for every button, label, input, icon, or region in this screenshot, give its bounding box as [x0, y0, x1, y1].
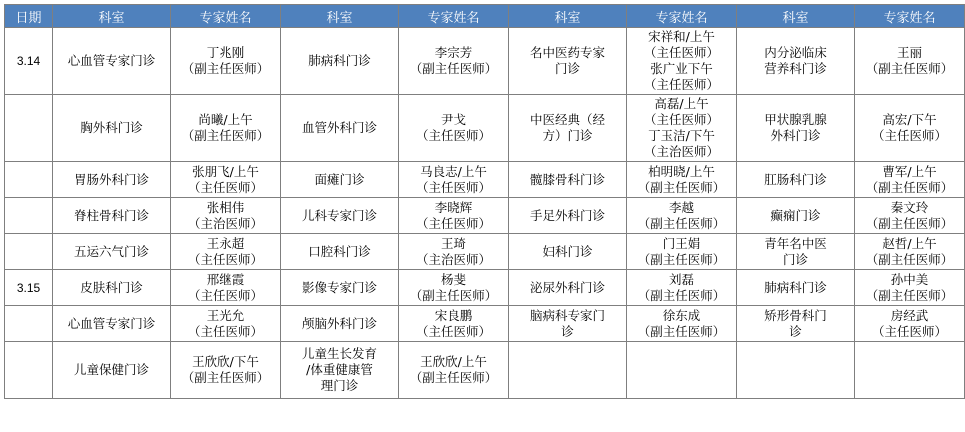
header-dept: 科室 [737, 5, 855, 28]
department-cell: 肛肠科门诊 [737, 162, 855, 198]
expert-cell: 曹军/上午 （副主任医师） [855, 162, 965, 198]
department-cell: 名中医药专家 门诊 [509, 28, 627, 95]
header-dept: 科室 [53, 5, 171, 28]
expert-cell: 宋良鹏 （主任医师） [399, 306, 509, 342]
expert-cell [855, 342, 965, 399]
expert-cell: 门王娟 （副主任医师） [627, 234, 737, 270]
department-cell: 脑病科专家门 诊 [509, 306, 627, 342]
department-cell: 脊柱骨科门诊 [53, 198, 171, 234]
date-cell [5, 306, 53, 342]
department-cell: 肺病科门诊 [281, 28, 399, 95]
department-cell: 髋膝骨科门诊 [509, 162, 627, 198]
department-cell: 心血管专家门诊 [53, 28, 171, 95]
header-dept: 科室 [509, 5, 627, 28]
header-row [5, 5, 965, 28]
table-row [5, 95, 965, 162]
date-cell [5, 95, 53, 162]
department-cell: 面瘫门诊 [281, 162, 399, 198]
expert-cell: 王琦 （主治医师） [399, 234, 509, 270]
expert-cell: 李越 （副主任医师） [627, 198, 737, 234]
table-body [5, 28, 965, 399]
department-cell: 胸外科门诊 [53, 95, 171, 162]
department-cell: 肺病科门诊 [737, 270, 855, 306]
department-cell: 癫痫门诊 [737, 198, 855, 234]
expert-cell: 王丽 （副主任医师） [855, 28, 965, 95]
department-cell [509, 342, 627, 399]
department-cell: 胃肠外科门诊 [53, 162, 171, 198]
department-cell: 影像专家门诊 [281, 270, 399, 306]
department-cell: 口腔科门诊 [281, 234, 399, 270]
expert-cell: 李晓辉 （主任医师） [399, 198, 509, 234]
department-cell: 心血管专家门诊 [53, 306, 171, 342]
table-row [5, 234, 965, 270]
expert-cell: 宋祥和/上午 （主任医师） 张广业下午 （主任医师） [627, 28, 737, 95]
expert-cell: 孙中美 （副主任医师） [855, 270, 965, 306]
expert-cell: 王光允 （主任医师） [171, 306, 281, 342]
expert-cell: 房经武 （主任医师） [855, 306, 965, 342]
schedule-table [4, 4, 965, 399]
table-row [5, 198, 965, 234]
header-expert: 专家姓名 [399, 5, 509, 28]
table-row [5, 342, 965, 399]
table-row [5, 306, 965, 342]
expert-cell: 徐东成 （副主任医师） [627, 306, 737, 342]
department-cell: 皮肤科门诊 [53, 270, 171, 306]
department-cell: 甲状腺乳腺 外科门诊 [737, 95, 855, 162]
expert-cell: 秦文玲 （副主任医师） [855, 198, 965, 234]
department-cell: 儿童保健门诊 [53, 342, 171, 399]
department-cell [737, 342, 855, 399]
expert-cell: 刘磊 （副主任医师） [627, 270, 737, 306]
department-cell: 颅脑外科门诊 [281, 306, 399, 342]
expert-cell: 马良志/上午 （主任医师） [399, 162, 509, 198]
expert-cell: 邢继霞 （主任医师） [171, 270, 281, 306]
expert-cell: 王永超 （主任医师） [171, 234, 281, 270]
table-row [5, 28, 965, 95]
department-cell: 血管外科门诊 [281, 95, 399, 162]
department-cell: 妇科门诊 [509, 234, 627, 270]
department-cell: 儿童生长发育 /体重健康管 理门诊 [281, 342, 399, 399]
table-row [5, 162, 965, 198]
expert-cell: 尹戈 （主任医师） [399, 95, 509, 162]
header-date: 日期 [5, 5, 53, 28]
expert-cell: 赵哲/上午 （副主任医师） [855, 234, 965, 270]
expert-cell [627, 342, 737, 399]
expert-cell: 柏明晓/上午 （副主任医师） [627, 162, 737, 198]
department-cell: 泌尿外科门诊 [509, 270, 627, 306]
expert-cell: 尚曦/上午 （副主任医师） [171, 95, 281, 162]
date-cell [5, 234, 53, 270]
department-cell: 矫形骨科门 诊 [737, 306, 855, 342]
department-cell: 五运六气门诊 [53, 234, 171, 270]
header-expert: 专家姓名 [855, 5, 965, 28]
department-cell: 青年名中医 门诊 [737, 234, 855, 270]
department-cell: 内分泌临床 营养科门诊 [737, 28, 855, 95]
date-cell: 3.15 [5, 270, 53, 306]
table-row [5, 270, 965, 306]
expert-cell: 王欣欣/上午 （副主任医师） [399, 342, 509, 399]
date-cell [5, 342, 53, 399]
department-cell: 手足外科门诊 [509, 198, 627, 234]
schedule-sheet [4, 4, 954, 428]
department-cell: 中医经典（经 方）门诊 [509, 95, 627, 162]
date-cell [5, 162, 53, 198]
date-cell [5, 198, 53, 234]
date-cell: 3.14 [5, 28, 53, 95]
expert-cell: 张相伟 （主治医师） [171, 198, 281, 234]
expert-cell: 高磊/上午 （主任医师） 丁玉洁/下午 （主治医师） [627, 95, 737, 162]
header-dept: 科室 [281, 5, 399, 28]
expert-cell: 王欣欣/下午 （副主任医师） [171, 342, 281, 399]
expert-cell: 高宏/下午 （主任医师） [855, 95, 965, 162]
expert-cell: 丁兆刚 （副主任医师） [171, 28, 281, 95]
header-expert: 专家姓名 [627, 5, 737, 28]
expert-cell: 张朋飞/上午 （主任医师） [171, 162, 281, 198]
expert-cell: 李宗芳 （副主任医师） [399, 28, 509, 95]
header-expert: 专家姓名 [171, 5, 281, 28]
department-cell: 儿科专家门诊 [281, 198, 399, 234]
expert-cell: 杨斐 （副主任医师） [399, 270, 509, 306]
